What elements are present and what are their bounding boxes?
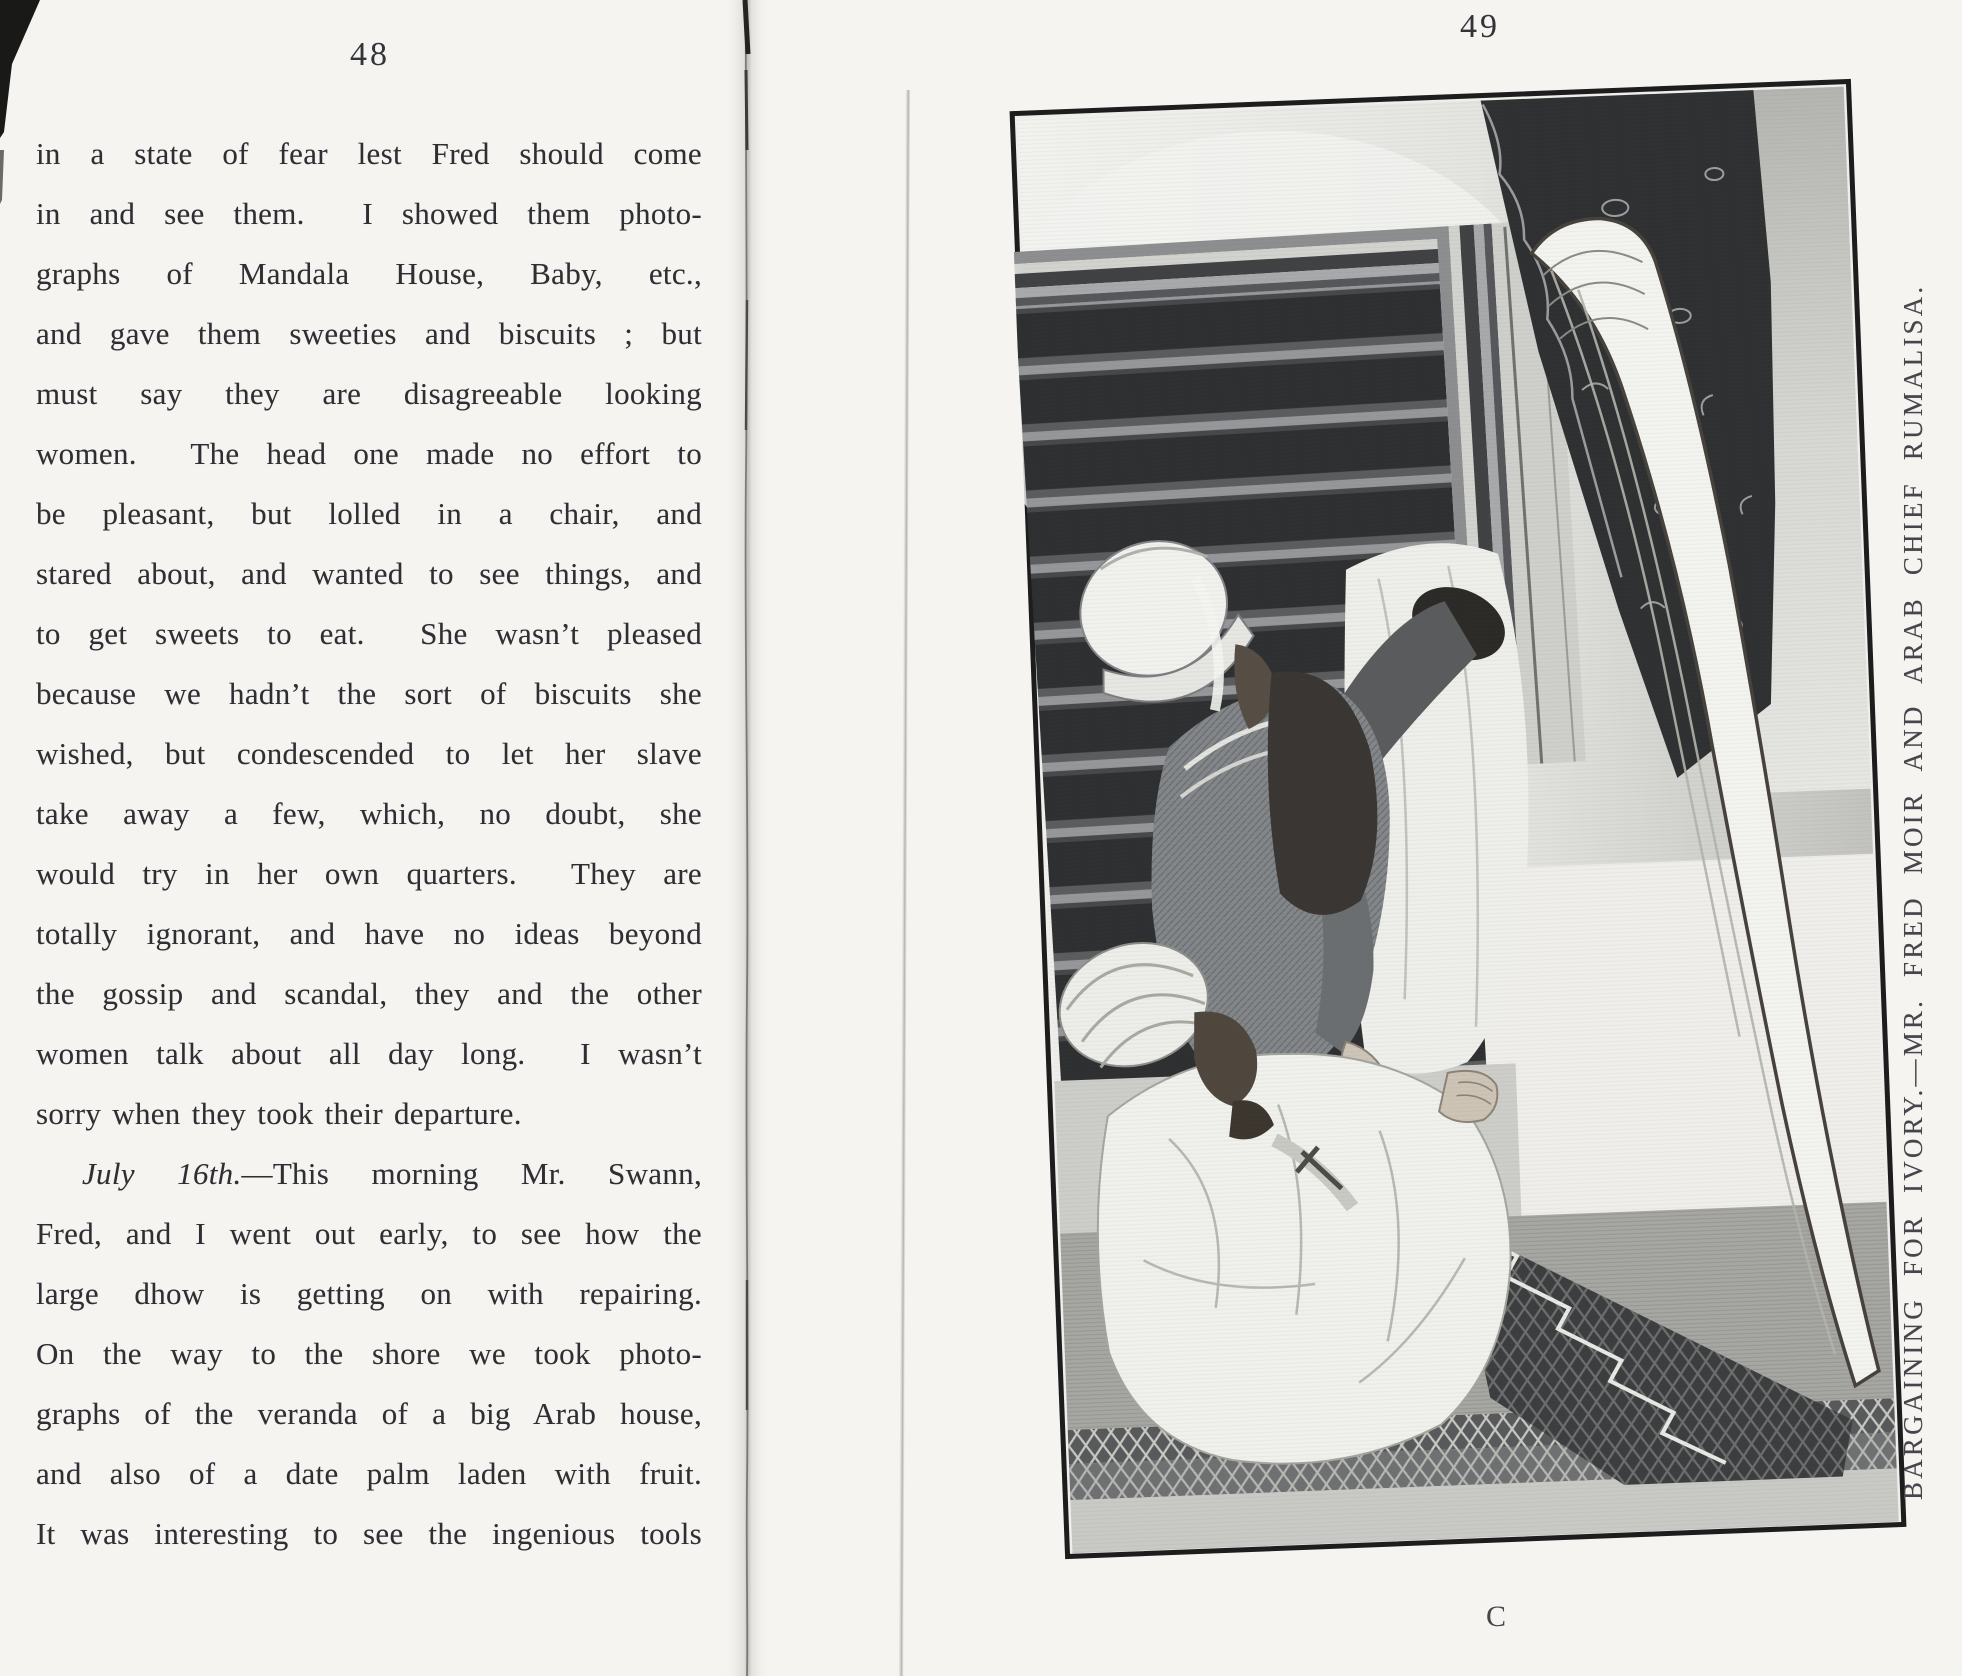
text-line: be pleasant, but lolled in a chair, and: [36, 496, 702, 531]
text-line: [36, 1144, 702, 1204]
text-segment: —This morning Mr. Swann,: [241, 1156, 702, 1191]
text-line: sorry when they took their departure.: [36, 1096, 522, 1131]
text-line: women talk about all day long. I wasn’t: [36, 1036, 702, 1071]
text-line: in and see them. I showed them photo-: [36, 196, 702, 231]
page-number-left: 48: [350, 36, 390, 73]
text-line: must say they are disagreeable looking: [36, 376, 702, 411]
plate-caption: BARGAINING FOR IVORY.—MR. FRED MOIR AND ARAB CHIEF RUMALISA.: [1898, 283, 1928, 1500]
text-line: the gossip and scandal, they and the other: [36, 976, 702, 1011]
text-line: graphs of the veranda of a big Arab house,: [36, 1396, 702, 1431]
text-line: Fred, and I went out early, to see how the: [36, 1216, 702, 1251]
text-line: It was interesting to see the ingenious tools: [36, 1516, 702, 1551]
text-line: and also of a date palm laden with fruit.: [36, 1456, 702, 1491]
text-line: to get sweets to eat. She wasn’t pleased: [36, 616, 702, 651]
text-line: would try in her own quarters. They are: [36, 856, 702, 891]
illustration-plate: [1008, 78, 1907, 1559]
page-number-right: 49: [1460, 8, 1500, 45]
text-line: because we hadn’t the sort of biscuits she: [36, 676, 702, 711]
engraving-texture: [1017, 87, 1898, 1554]
text-line: wished, but condescended to let her slave: [36, 736, 702, 771]
text-line: in a state of fear lest Fred should come: [36, 136, 702, 171]
text-line: women. The head one made no effort to: [36, 436, 702, 471]
page-crease-line: [899, 90, 911, 1676]
diary-date: July 16th.: [82, 1156, 242, 1191]
text-line: totally ignorant, and have no ideas beyond: [36, 916, 702, 951]
binding-gutter: [724, 0, 770, 1676]
diary-text-block: [36, 124, 702, 1564]
text-line: and gave them sweeties and biscuits ; but: [36, 316, 702, 351]
text-line: On the way to the shore we took photo-: [36, 1336, 702, 1371]
text-line: take away a few, which, no doubt, she: [36, 796, 702, 831]
text-line: large dhow is getting on with repairing.: [36, 1276, 702, 1311]
text-line: graphs of Mandala House, Baby, etc.,: [36, 256, 702, 291]
text-line: stared about, and wanted to see things, and: [36, 556, 702, 591]
signature-mark: C: [1486, 1600, 1507, 1633]
